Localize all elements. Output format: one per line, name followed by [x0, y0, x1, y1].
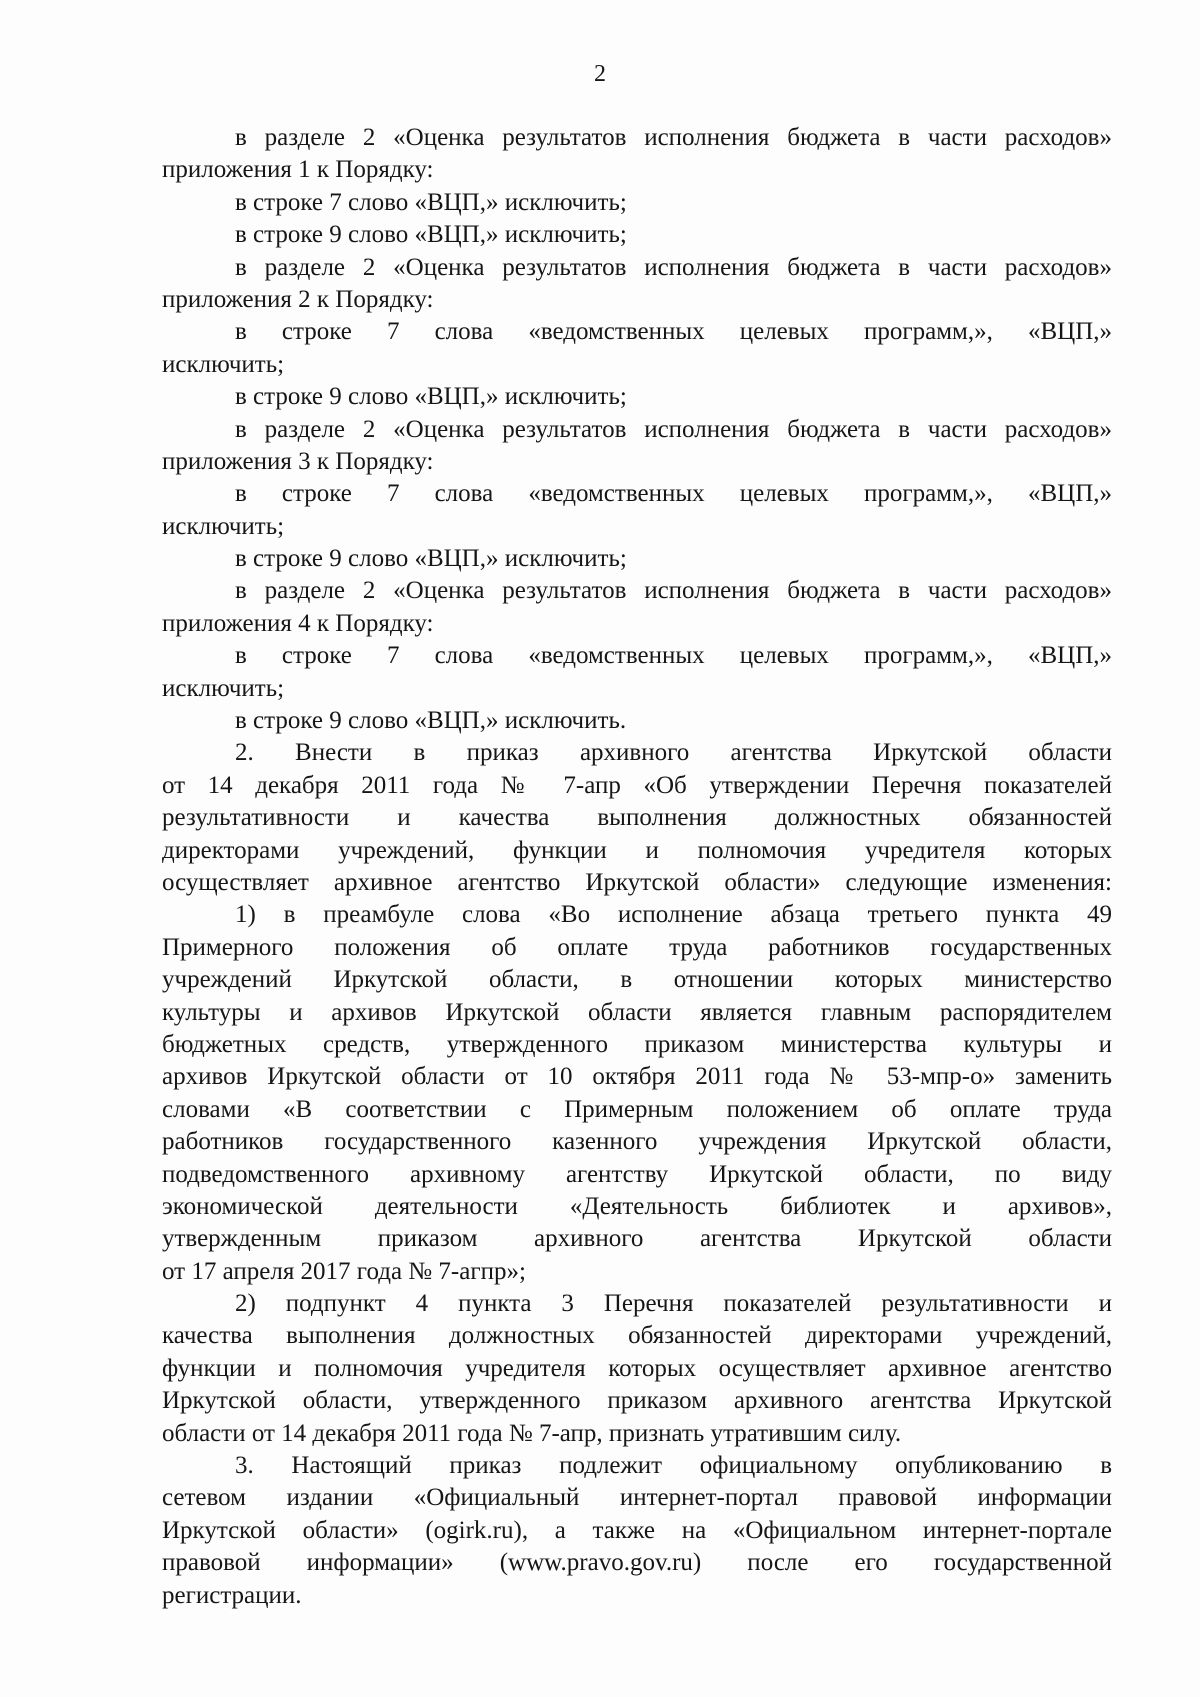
text-line: регистрации.: [162, 1581, 302, 1609]
text-line: в строке 9 слово «ВЦП,» исключить;: [235, 221, 627, 249]
text-line: в строке 7 слова «ведомственных целевых программ,», «ВЦП,»: [235, 318, 1112, 346]
text-line: директорами учреждений, функции и полномочия учредителя которых: [162, 836, 1112, 864]
text-line: утвержденным приказом архивного агентства Иркутской области: [162, 1225, 1112, 1253]
text-line: в разделе 2 «Оценка результатов исполнения бюджета в части расходов»: [235, 253, 1112, 281]
text-line: области от 14 декабря 2011 года № 7-апр, признать утратившим силу.: [162, 1419, 902, 1447]
text-line: правовой информации» (www.pravo.gov.ru) после его государственной: [162, 1549, 1112, 1577]
text-line: работников государственного казенного учреждения Иркутской области,: [162, 1128, 1112, 1156]
text-line: 3. Настоящий приказ подлежит официальному опубликованию в: [235, 1452, 1112, 1480]
text-line: приложения 1 к Порядку:: [162, 156, 434, 184]
text-line: учреждений Иркутской области, в отношении которых министерство: [162, 966, 1112, 994]
text-line: культуры и архивов Иркутской области является главным распорядителем: [162, 998, 1112, 1026]
text-line: в разделе 2 «Оценка результатов исполнения бюджета в части расходов»: [235, 124, 1112, 151]
text-line: сетевом издании «Официальный интернет-портал правовой информации: [162, 1484, 1112, 1512]
text-line: в строке 7 слова «ведомственных целевых программ,», «ВЦП,»: [235, 642, 1112, 670]
text-line: в разделе 2 «Оценка результатов исполнения бюджета в части расходов»: [235, 415, 1112, 443]
text-line: в строке 7 слова «ведомственных целевых программ,», «ВЦП,»: [235, 480, 1112, 508]
text-line: качества выполнения должностных обязанностей директорами учреждений,: [162, 1322, 1112, 1350]
text-line: исключить;: [162, 512, 285, 540]
text-line: исключить;: [162, 350, 285, 378]
text-line: функции и полномочия учредителя которых осуществляет архивное агентство: [162, 1354, 1112, 1382]
text-line: Иркутской области» (ogirk.ru), а также на «Официальном интернет-портале: [162, 1516, 1112, 1544]
text-line: экономической деятельности «Деятельность библиотек и архивов»,: [162, 1192, 1112, 1220]
text-line: словами «В соответствии с Примерным положением об оплате труда: [162, 1095, 1112, 1123]
text-line: приложения 2 к Порядку:: [162, 285, 434, 313]
text-line: в строке 7 слово «ВЦП,» исключить;: [235, 188, 627, 216]
text-line: бюджетных средств, утвержденного приказом министерства культуры и: [162, 1030, 1112, 1058]
text-line: в строке 9 слово «ВЦП,» исключить;: [235, 545, 627, 573]
page-number: 2: [594, 61, 606, 87]
text-line: 1) в преамбуле слова «Во исполнение абзаца третьего пункта 49: [235, 901, 1112, 929]
text-line: в разделе 2 «Оценка результатов исполнения бюджета в части расходов»: [235, 577, 1112, 605]
text-line: в строке 9 слово «ВЦП,» исключить.: [235, 707, 627, 735]
text-line: архивов Иркутской области от 10 октября 2011 года № 53-мпр-о» заменить: [162, 1063, 1112, 1091]
text-line: 2. Внести в приказ архивного агентства Иркутской области: [235, 739, 1112, 767]
text-line: от 17 апреля 2017 года № 7-агпр»;: [162, 1257, 526, 1285]
text-line: исключить;: [162, 674, 285, 702]
text-line: подведомственного архивному агентству Иркутской области, по виду: [162, 1160, 1112, 1188]
text-line: 2) подпункт 4 пункта 3 Перечня показателей результативности и: [235, 1290, 1112, 1318]
text-line: Примерного положения об оплате труда работников государственных: [162, 933, 1112, 961]
text-line: Иркутской области, утвержденного приказом архивного агентства Иркутской: [162, 1387, 1112, 1415]
text-line: от 14 декабря 2011 года № 7-апр «Об утверждении Перечня показателей: [162, 771, 1112, 799]
document-body: [162, 122, 1112, 1612]
text-line: результативности и качества выполнения должностных обязанностей: [162, 804, 1112, 832]
text-line: приложения 3 к Порядку:: [162, 447, 434, 475]
text-line: осуществляет архивное агентство Иркутской области» следующие изменения:: [162, 868, 1112, 896]
text-line: приложения 4 к Порядку:: [162, 609, 434, 637]
text-line: в строке 9 слово «ВЦП,» исключить;: [235, 383, 627, 411]
